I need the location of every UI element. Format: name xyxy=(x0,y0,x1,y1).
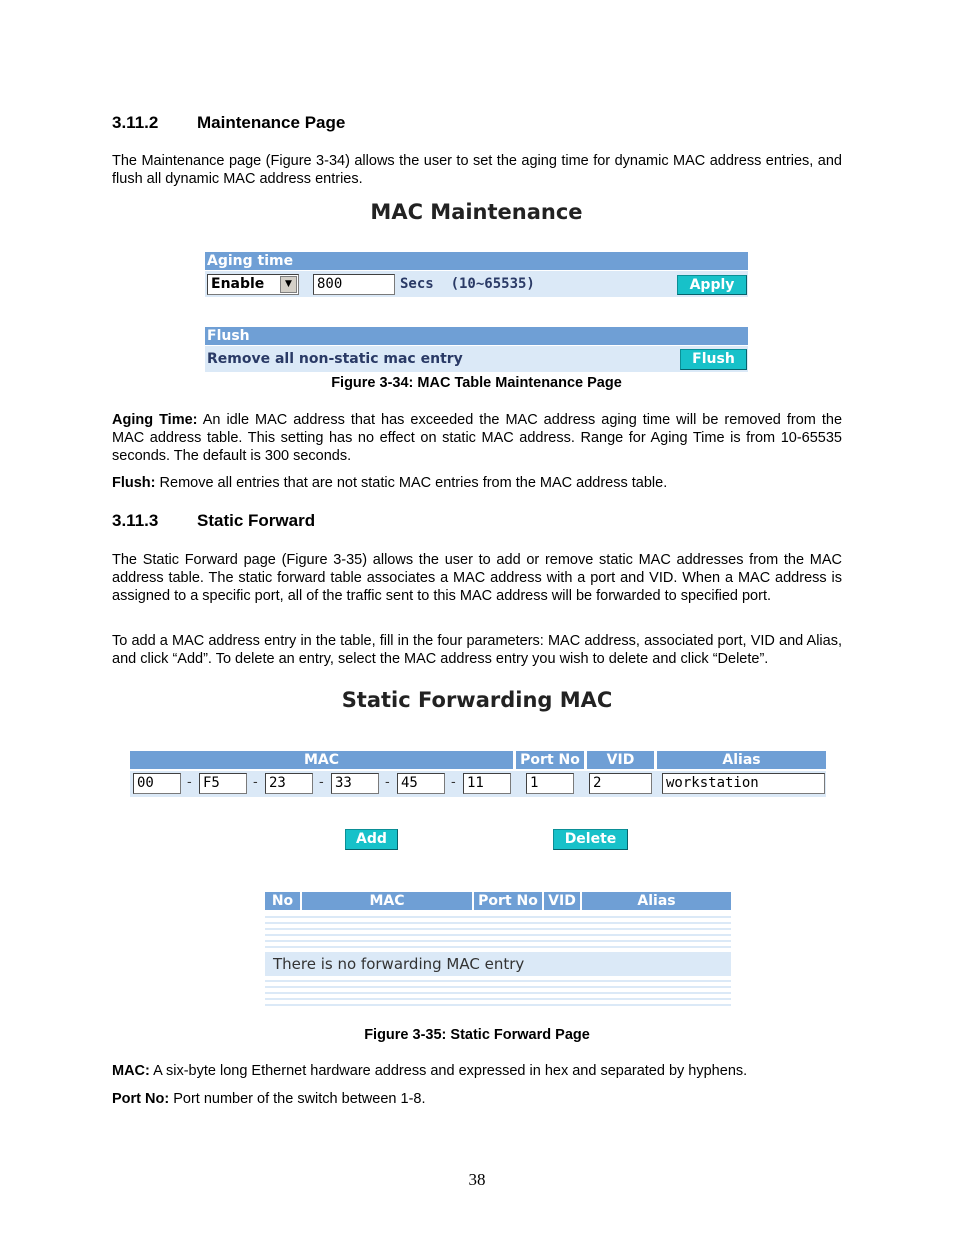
mac-separator: - xyxy=(187,775,192,790)
paragraph-aging-time xyxy=(112,411,842,465)
paragraph-port-no xyxy=(112,1090,842,1108)
paragraph-static-forward-intro: The Static Forward page (Figure 3-35) allows the user to add or remove static MAC addresses from the MAC address table. The static forward table associates a MAC address with a port and VID. When a MAC address is assigned to a specific port, all of the traffic sent to this MAC address will be forwarded to specified port. xyxy=(112,552,842,604)
chevron-down-icon[interactable]: ▼ xyxy=(280,276,297,293)
apply-button[interactable]: Apply xyxy=(677,275,747,295)
term-port-no: Port No: xyxy=(112,1091,170,1107)
section-number: 3.11.2 xyxy=(112,113,159,132)
mac-octet-2-input[interactable]: F5 xyxy=(199,773,247,794)
aging-time-range-label: Secs (10~65535) xyxy=(400,276,535,292)
table-divider xyxy=(265,980,731,982)
port-no-input[interactable]: 1 xyxy=(526,773,574,794)
table-divider xyxy=(265,986,731,988)
static-forwarding-title: Static Forwarding MAC xyxy=(341,688,613,712)
section-number: 3.11.3 xyxy=(112,511,159,530)
paragraph-flush xyxy=(112,474,842,492)
paragraph-mac xyxy=(112,1062,842,1080)
aging-mode-select[interactable] xyxy=(207,274,299,295)
mac-octet-6-input[interactable]: 11 xyxy=(463,773,511,794)
mac-octet-3-input[interactable]: 23 xyxy=(265,773,313,794)
static-forward-input-row xyxy=(130,771,826,797)
vid-input[interactable]: 2 xyxy=(589,773,652,794)
term-mac: MAC: xyxy=(112,1063,150,1079)
header-vid: VID xyxy=(587,751,654,769)
mac-octet-5-input[interactable]: 45 xyxy=(397,773,445,794)
section-title: Static Forward xyxy=(197,511,316,530)
section-heading-maintenance xyxy=(112,113,345,133)
static-forward-table xyxy=(265,892,731,1010)
desc-mac: A six-byte long Ethernet hardware address and expressed in hex and separated by hyphens. xyxy=(149,1063,748,1079)
table-divider xyxy=(265,946,731,948)
table-divider xyxy=(265,934,731,936)
table-header-vid: VID xyxy=(544,892,580,910)
table-divider xyxy=(265,940,731,942)
mac-separator: - xyxy=(319,775,324,790)
mac-maintenance-panel xyxy=(205,196,748,372)
table-empty-row xyxy=(265,952,731,976)
empty-table-message: There is no forwarding MAC entry xyxy=(273,955,525,973)
alias-input[interactable]: workstation xyxy=(662,773,825,794)
paragraph-maintenance-intro: The Maintenance page (Figure 3-34) allows the user to set the aging time for dynamic MAC address entries, and flush all dynamic MAC address entries. xyxy=(112,153,842,187)
aging-mode-selected: Enable xyxy=(211,276,265,292)
page-number: 38 xyxy=(468,1170,486,1189)
mac-octet-1-input[interactable]: 00 xyxy=(133,773,181,794)
mac-separator: - xyxy=(253,775,258,790)
aging-time-input[interactable]: 800 xyxy=(313,274,395,295)
flush-row-label: Remove all non-static mac entry xyxy=(207,351,463,367)
figure-caption-3-35: Figure 3-35: Static Forward Page xyxy=(364,1027,590,1043)
table-header-no: No xyxy=(265,892,300,910)
aging-time-row xyxy=(205,271,748,297)
header-port-no: Port No xyxy=(516,751,584,769)
header-mac: MAC xyxy=(130,751,513,769)
table-divider xyxy=(265,922,731,924)
table-divider xyxy=(265,992,731,994)
desc-port-no: Port number of the switch between 1-8. xyxy=(169,1091,426,1107)
mac-maintenance-title: MAC Maintenance xyxy=(370,200,583,224)
add-button[interactable]: Add xyxy=(345,829,398,850)
mac-separator: - xyxy=(385,775,390,790)
header-alias: Alias xyxy=(657,751,826,769)
flush-row xyxy=(205,346,748,372)
static-forward-form xyxy=(130,751,826,797)
table-header-mac: MAC xyxy=(302,892,472,910)
table-header-alias: Alias xyxy=(582,892,731,910)
table-divider xyxy=(265,998,731,1000)
desc-flush: Remove all entries that are not static MAC entries from the MAC address table. xyxy=(155,475,668,491)
flush-button[interactable]: Flush xyxy=(680,349,747,370)
section-title: Maintenance Page xyxy=(197,113,346,132)
delete-button[interactable]: Delete xyxy=(553,829,628,850)
section-heading-static-forward xyxy=(112,511,315,531)
figure-caption-3-34: Figure 3-34: MAC Table Maintenance Page xyxy=(331,375,622,391)
flush-header: Flush xyxy=(205,327,748,345)
mac-separator: - xyxy=(451,775,456,790)
table-header-port-no: Port No xyxy=(474,892,542,910)
paragraph-static-forward-usage: To add a MAC address entry in the table, fill in the four parameters: MAC address, associated port, VID and Alias, and click “Add”. To delete an entry, select the MAC address entry you wish to delete and click “Delete”. xyxy=(112,633,842,667)
table-divider xyxy=(265,916,731,918)
aging-time-header: Aging time xyxy=(205,252,748,270)
term-flush: Flush: xyxy=(112,475,156,491)
term-aging-time: Aging Time: xyxy=(112,412,198,428)
table-divider xyxy=(265,928,731,930)
table-divider xyxy=(265,1004,731,1006)
desc-aging-time: An idle MAC address that has exceeded the MAC address aging time will be removed from the MAC address table. This setting has no effect on static MAC address. Range for Aging Time is from 10-65535 seconds. The default is 300 seconds. xyxy=(112,412,843,464)
mac-octet-4-input[interactable]: 33 xyxy=(331,773,379,794)
